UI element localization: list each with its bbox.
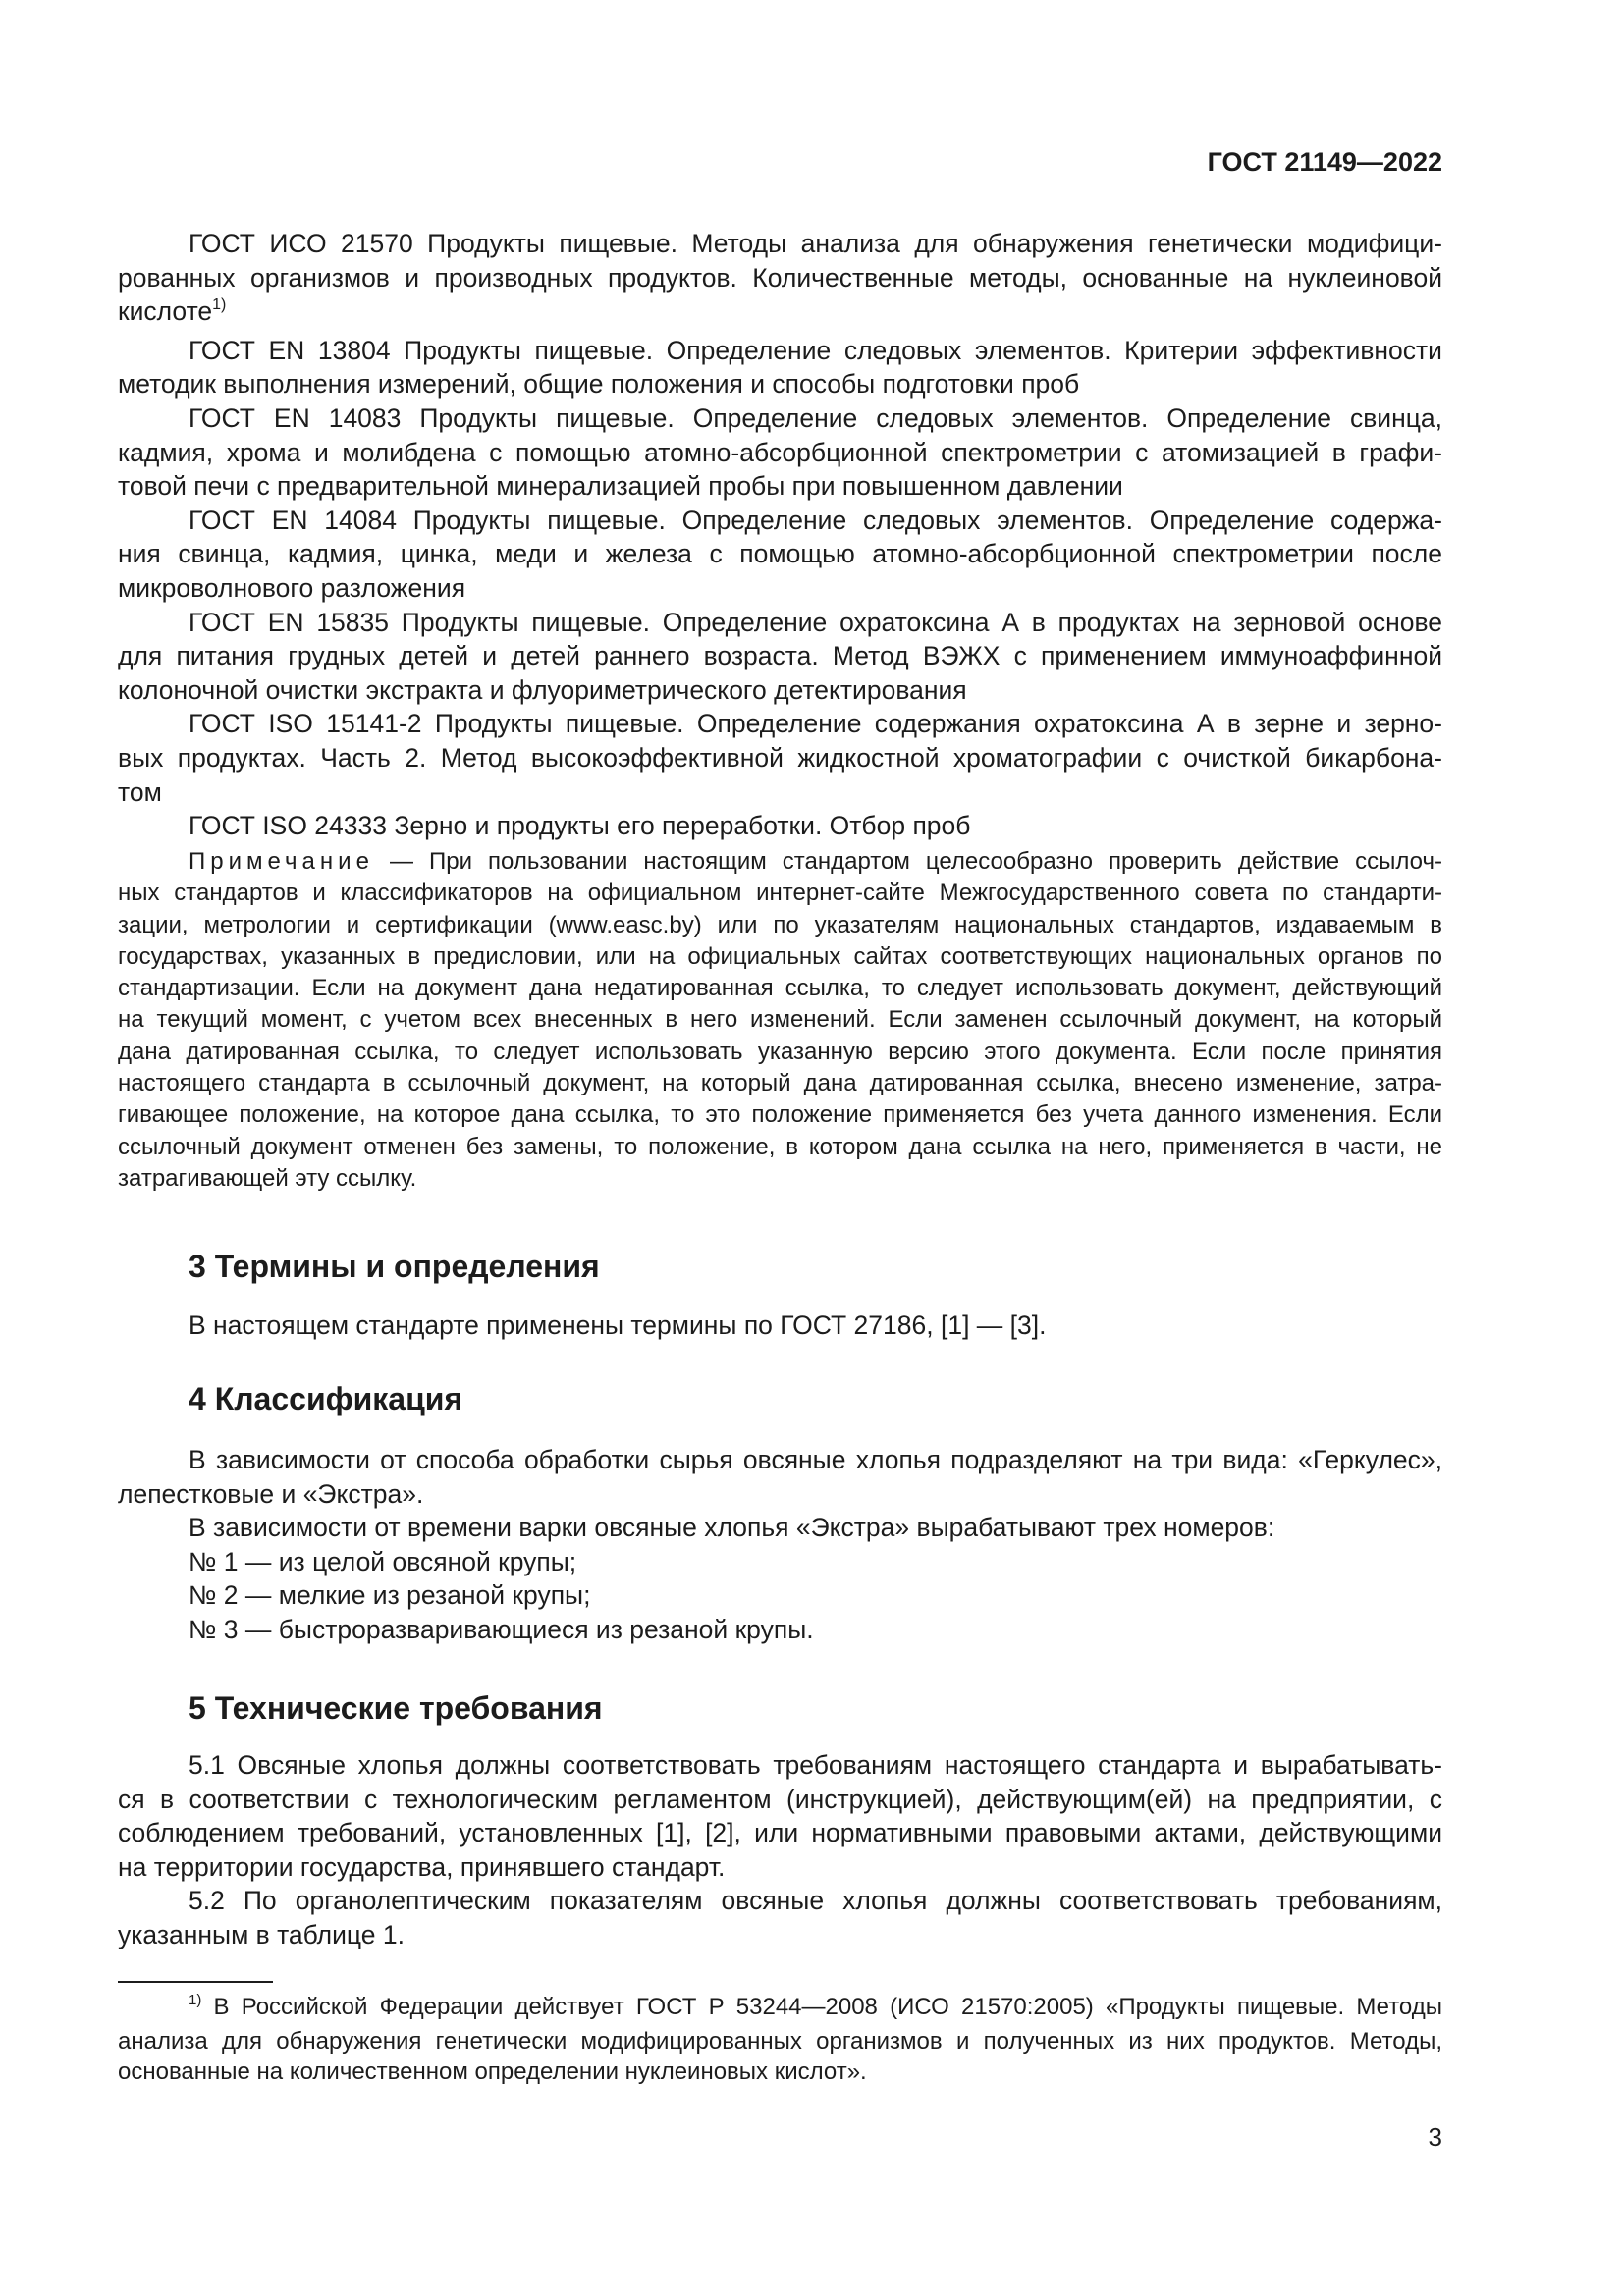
reference-line: вых продуктах. Часть 2. Метод высокоэффективной жидкостной хроматографии с очисткой бикарбона- [118,742,1442,773]
reference-line: ГОСТ ISO 24333 Зерно и продукты его переработки. Отбор проб [189,811,971,841]
reference-line: ГОСТ EN 13804 Продукты пищевые. Определение следовых элементов. Критерии эффективности [189,335,1442,365]
reference-line [118,294,1442,334]
list-item: № 1 — из целой овсяной крупы; [189,1546,577,1576]
reference-line: ГОСТ ISO 15141-2 Продукты пищевые. Определение содержания охратоксина А в зерне и зерно- [189,709,1442,739]
paragraph-line: В настоящем стандарте применены термины по ГОСТ 27186, [1] — [3]. [189,1310,1047,1340]
reference-item [118,504,1442,606]
reference-line: для питания грудных детей и детей раннего возраста. Метод ВЭЖХ с применением иммуноаффинной [118,641,1442,671]
footnote-marker[interactable]: 1) [212,296,227,314]
reference-line: ГОСТ ИСО 21570 Продукты пищевые. Методы анализа для обнаружения генетически модифици- [189,229,1442,258]
footnote-mark: 1) [189,1992,202,2008]
reference-line: рованных организмов и производных продуктов. Количественные методы, основанные на нуклеиновой [118,262,1442,293]
reference-item [118,707,1442,809]
references-list [118,227,1442,843]
note-line: настоящего стандарта в ссылочный документ, на который дана датированная ссылка, внесено изменение, затра- [118,1070,1442,1097]
reference-line: микроволнового разложения [118,572,466,603]
reference-line: ГОСТ EN 15835 Продукты пищевые. Определение охратоксина А в продуктах на зерновой основе [189,607,1442,637]
list-item: № 2 — мелкие из резаной крупы; [189,1580,591,1611]
footnote-separator [118,1981,273,1983]
reference-line: ГОСТ EN 14084 Продукты пищевые. Определение следовых элементов. Определение содержа- [189,505,1442,535]
note-line: государствах, указанных в предисловии, или на официальных сайтах соответствующих национальных органов по [118,942,1442,970]
reference-line: ния свинца, кадмия, цинка, меди и железа с помощью атомно-абсорбционной спектрометрии после [118,539,1442,569]
note-label: Примечание [189,848,374,875]
reference-line: ГОСТ EN 14083 Продукты пищевые. Определение следовых элементов. Определение свинца, [189,402,1442,433]
paragraph-line: В зависимости от времени варки овсяные хлопья «Экстра» вырабатывают трех номеров: [189,1513,1275,1543]
reference-line: кадмия, хрома и молибдена с помощью атомно-абсорбционной спектрометрии с атомизацией в графи- [118,437,1442,467]
paragraph-line: В зависимости от способа обработки сырья овсяные хлопья подразделяют на три вида: «Геркулес», [189,1445,1442,1474]
footnote-line: основанные на количественном определении нуклеиновых кислот». [118,2058,867,2086]
reference-line: товой печи с предварительной минерализацией пробы при повышенном давлении [118,471,1123,502]
document-code-header: ГОСТ 21149—2022 [1207,147,1442,177]
page-number: 3 [1428,2122,1442,2152]
section-4-heading: 4 Классификация [189,1381,463,1416]
note-line: дана датированная ссылка, то следует использовать указанную версию этого документа. Если после принятия [118,1038,1442,1065]
note-line-text: — При пользовании настоящим стандартом целесообразно проверить действие ссылоч- [389,848,1442,875]
note-line: гивающее положение, на которое дана ссылка, то это положение применяется без учета данного изменения. Если [118,1101,1442,1129]
reference-item [118,606,1442,708]
reference-item [118,809,1442,843]
reference-line: том [118,776,162,807]
footnote-line: анализа для обнаружения генетически модифицированных организмов и полученных из них продуктов. Методы, [118,2027,1442,2055]
note-line: на текущий момент, с учетом всех внесенных в него изменений. Если заменен ссылочный документ, на который [118,1006,1442,1034]
section-3-body [118,1308,1442,1343]
reference-item [118,227,1442,334]
note-line: затрагивающей эту ссылку. [118,1164,417,1192]
reference-line: колоночной очистки экстракта и флуориметрического детектирования [118,674,967,705]
note-line: зации, метрологии и сертификации (www.easc.by) или по указателям национальных стандартов, издаваемым в [118,911,1442,938]
footnote [118,1992,1442,2088]
paragraph-line: 5.1 Овсяные хлопья должны соответствовать требованиям настоящего стандарта и вырабатывать- [189,1750,1442,1780]
footnote-line [118,1992,1442,2026]
footnote-line-text: В Российской Федерации действует ГОСТ Р 53244—2008 (ИСО 21570:2005) «Продукты пищевые. Методы [213,1994,1442,2020]
note-line: ных стандартов и классификаторов на официальном интернет-сайте Межгосударственного совета по стандарти- [118,880,1442,907]
paragraph-line: соблюдением требований, установленных [1], [2], или нормативными правовыми актами, действующими [118,1818,1442,1848]
reference-item [118,401,1442,504]
reference-item [118,334,1442,401]
paragraph-line: ся в соответствии с технологическим регламентом (инструкцией), действующим(ей) на предприятии, с [118,1784,1442,1814]
paragraph-line: 5.2 По органолептическим показателям овсяные хлопья должны соответствовать требованиям, [189,1886,1442,1916]
reference-line-text: кислоте [118,296,213,327]
note-line: ссылочный документ отменен без замены, то положение, в котором дана ссылка на него, применяется в части, не [118,1133,1442,1160]
section-3-heading: 3 Термины и определения [189,1249,600,1284]
section-4-body [118,1443,1442,1647]
paragraph-line: лепестковые и «Экстра». [118,1478,424,1509]
reference-line: методик выполнения измерений, общие положения и способы подготовки проб [118,369,1080,400]
list-item: № 3 — быстроразваривающиеся из резаной крупы. [189,1614,814,1644]
section-5-heading: 5 Технические требования [189,1690,603,1726]
note-line [118,846,1442,878]
paragraph-line: указанным в таблице 1. [118,1919,406,1949]
section-5-body [118,1748,1442,1952]
paragraph-line: на территории государства, принявшего стандарт. [118,1851,726,1882]
note-block [118,846,1442,1195]
note-line: стандартизации. Если на документ дана недатированная ссылка, то следует использовать документ, действующий [118,975,1442,1002]
